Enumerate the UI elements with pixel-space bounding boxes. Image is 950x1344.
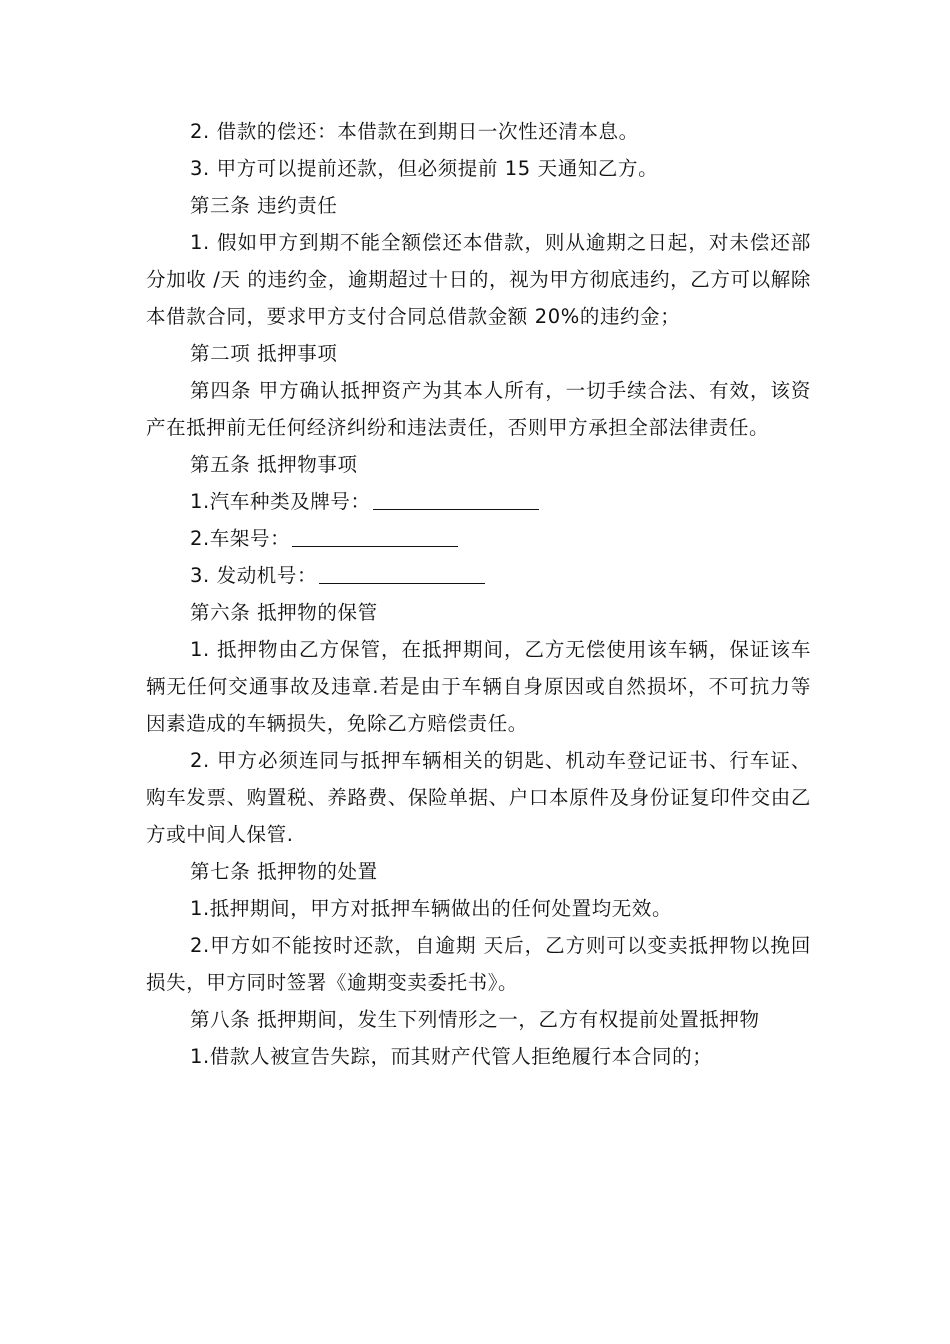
paragraph-article-8-item-1: 1.借款人被宣告失踪，而其财产代管人拒绝履行本合同的； xyxy=(190,1045,713,1068)
field-vin xyxy=(146,520,811,557)
document-body xyxy=(146,113,811,1075)
paragraph-custody-2: 2. 甲方必须连同与抵押车辆相关的钥匙、机动车登记证书、行车证、购车发票、购置税、养路费、保险单据、户口本原件及身份证复印件交由乙方或中间人保管. xyxy=(146,749,811,846)
paragraph-early-repayment: 3. 甲方可以提前还款，但必须提前 15 天通知乙方。 xyxy=(190,157,659,180)
paragraph-disposal-1: 1.抵押期间，甲方对抵押车辆做出的任何处置均无效。 xyxy=(190,897,673,920)
blank-line xyxy=(292,545,458,547)
field-label: 2.车架号： xyxy=(190,527,291,550)
paragraph-repayment-method: 2. 借款的偿还：本借款在到期日一次性还清本息。 xyxy=(190,120,639,143)
field-vehicle-type-plate xyxy=(146,483,811,520)
blank-line xyxy=(319,582,485,584)
paragraph-article-4: 第四条 甲方确认抵押资产为其本人所有，一切手续合法、有效，该资产在抵押前无任何经济纠纷和违法责任，否则甲方承担全部法律责任。 xyxy=(146,379,811,439)
paragraph-disposal-2: 2.甲方如不能按时还款，自逾期 天后，乙方则可以变卖抵押物以挽回损失，甲方同时签署《逾期变卖委托书》。 xyxy=(146,934,811,994)
field-label: 3. 发动机号： xyxy=(190,564,318,587)
field-label: 1.汽车种类及牌号： xyxy=(190,490,371,513)
field-engine-number xyxy=(146,557,811,594)
heading-article-8: 第八条 抵押期间，发生下列情形之一，乙方有权提前处置抵押物 xyxy=(190,1008,760,1031)
heading-article-6: 第六条 抵押物的保管 xyxy=(190,601,378,624)
paragraph-custody-1: 1. 抵押物由乙方保管，在抵押期间，乙方无偿使用该车辆，保证该车辆无任何交通事故及违章.若是由于车辆自身原因或自然损坏，不可抗力等因素造成的车辆损失，免除乙方赔偿责任。 xyxy=(146,638,811,735)
heading-article-3: 第三条 违约责任 xyxy=(190,194,338,217)
heading-article-5: 第五条 抵押物事项 xyxy=(190,453,358,476)
heading-section-2: 第二项 抵押事项 xyxy=(190,342,338,365)
paragraph-default-penalty: 1. 假如甲方到期不能全额偿还本借款，则从逾期之日起，对未偿还部分加收 /天 的违约金，逾期超过十日的，视为甲方彻底违约，乙方可以解除本借款合同，要求甲方支付合同总借款金额 20%的违约金； xyxy=(146,231,811,328)
heading-article-7: 第七条 抵押物的处置 xyxy=(190,860,378,883)
blank-line xyxy=(373,508,539,510)
